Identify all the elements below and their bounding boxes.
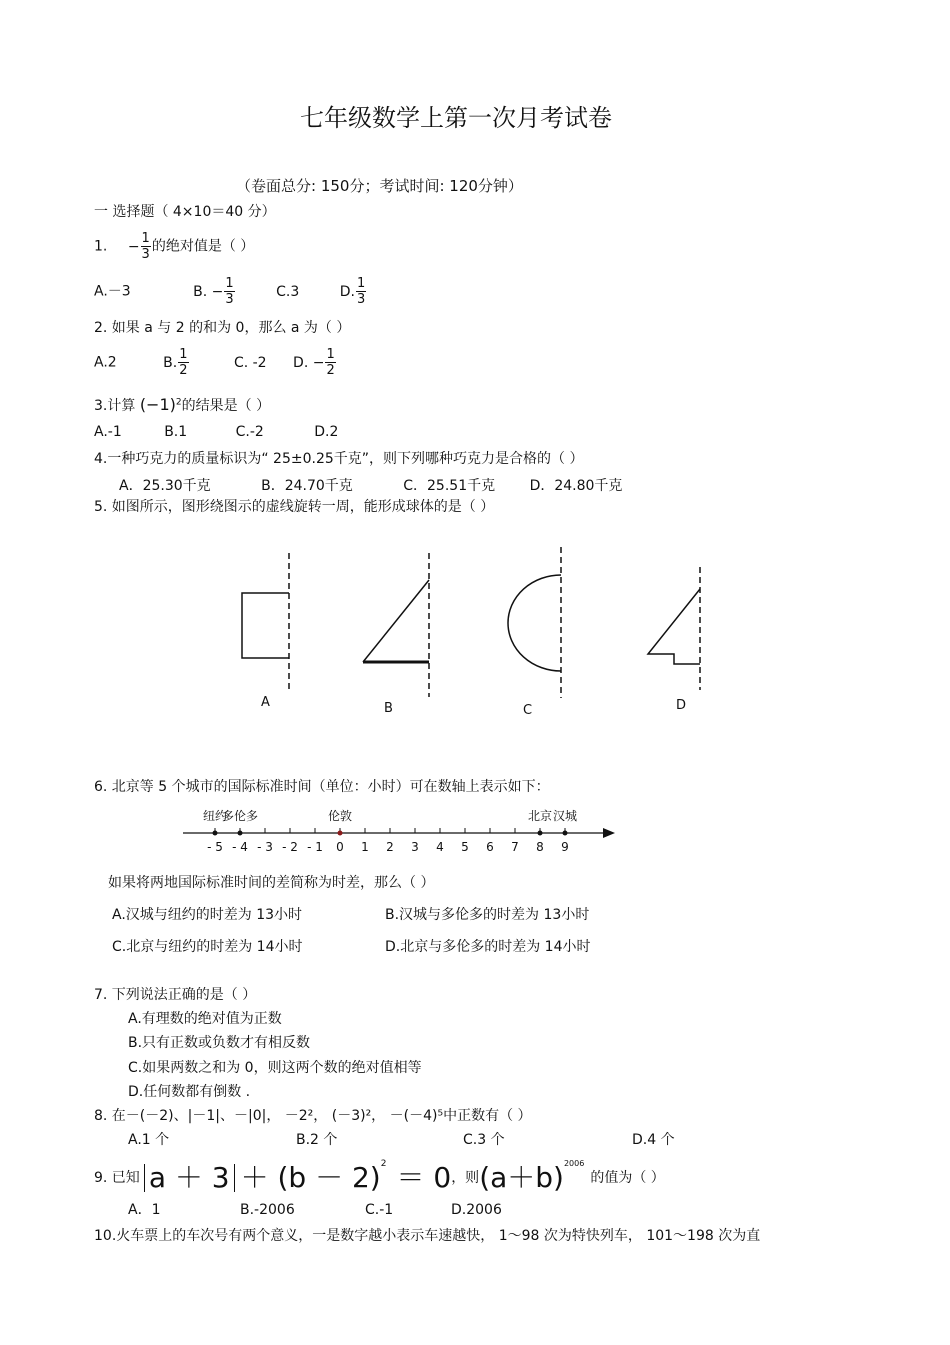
q9-prefix: 9. 已知 xyxy=(94,1170,140,1186)
q3-text: 的结果是（ ） xyxy=(181,398,271,414)
q1-d-denominator: 3 xyxy=(356,291,366,307)
q1-option-c: C.3 xyxy=(276,283,300,300)
figure-a-rectangle xyxy=(242,593,289,658)
q3-prefix: 3.计算 xyxy=(94,398,140,414)
city-label: 北京 xyxy=(527,809,553,823)
q9-option-c: C.-1 xyxy=(365,1202,394,1218)
question-10: 10.火车票上的车次号有两个意义，一是数字越小表示车速越快， 1～98 次为特快列车， 101～198 次为直 xyxy=(94,1228,761,1244)
figure-b-label: B xyxy=(384,701,393,716)
number-line-tick-label: 3 xyxy=(411,840,419,854)
question-9 xyxy=(94,1160,665,1196)
q3-option-b: B.1 xyxy=(164,424,188,440)
q9-then: ，则 xyxy=(451,1170,480,1186)
number-line-arrow xyxy=(603,828,615,838)
number-line-tick-label: 6 xyxy=(486,840,494,854)
q2-option-d-label: D. − xyxy=(293,354,325,371)
q9-square-exponent: 2 xyxy=(380,1159,387,1169)
q9-text: 的值为（ ） xyxy=(590,1170,665,1186)
q1-option-b-label: B. − xyxy=(193,283,224,300)
number-line-tick-label: 1 xyxy=(361,840,369,854)
q1-b-numerator: 1 xyxy=(225,276,234,291)
q7-option-d: D.任何数都有倒数 . xyxy=(128,1084,251,1100)
q2-option-a: A.2 xyxy=(94,354,117,371)
q7-option-c: C.如果两数之和为 0，则这两个数的绝对值相等 xyxy=(128,1060,422,1076)
q8-option-a: A.1 个 xyxy=(128,1132,170,1148)
q4-option-c: C．25.51千克 xyxy=(403,478,496,494)
city-point xyxy=(238,831,243,836)
figure-d xyxy=(648,567,700,690)
q3-option-c: C.-2 xyxy=(235,424,264,440)
city-point xyxy=(538,831,543,836)
page-title: 七年级数学上第一次月考试卷 xyxy=(300,104,612,132)
question-8: 8. 在－(－2)、|－1|、－|0|， －2²， (－3)²， －(－4)⁵中正数有（ ） xyxy=(94,1108,532,1124)
q2-option-b-label: B. xyxy=(163,354,178,371)
q4-option-d: D．24.80千克 xyxy=(529,478,623,494)
number-line-tick-label: 5 xyxy=(461,840,469,854)
q2-b-denominator: 2 xyxy=(179,362,188,378)
figure-c-label: C xyxy=(523,703,533,718)
q9-absolute-value: a ＋ 3 xyxy=(144,1164,235,1192)
city-point xyxy=(213,831,218,836)
q1-number: 1. xyxy=(94,238,108,255)
city-label: 伦敦 xyxy=(327,809,353,823)
q7-option-a: A.有理数的绝对值为正数 xyxy=(128,1011,282,1027)
question-6: 6. 北京等 5 个城市的国际标准时间（单位：小时）可在数轴上表示如下： xyxy=(94,779,550,795)
figure-d-shape xyxy=(648,589,700,664)
q2-d-numerator: 1 xyxy=(326,347,335,362)
number-line-tick-label: 0 xyxy=(336,840,344,854)
q1-text: 的绝对值是（ ） xyxy=(151,238,255,255)
q9-option-b: B.-2006 xyxy=(240,1202,295,1218)
figure-a-label: A xyxy=(261,695,270,710)
number-line-tick-label: - 2 xyxy=(282,840,298,854)
q1-denominator: 3 xyxy=(141,246,150,262)
q2-d-denominator: 2 xyxy=(326,362,335,378)
q2-option-c: C. -2 xyxy=(233,354,267,371)
q9-equals-zero: ＝ 0 xyxy=(396,1161,452,1194)
q6-option-c: C.北京与纽约的时差为 14小时 xyxy=(112,939,303,955)
city-point xyxy=(338,831,343,836)
number-line-tick-label: 9 xyxy=(561,840,569,854)
q9-square-term: ＋ (b － 2) xyxy=(240,1161,381,1194)
q4-option-b: B．24.70千克 xyxy=(261,478,353,494)
number-line-tick-label: - 3 xyxy=(257,840,273,854)
q9-option-d: D.2006 xyxy=(451,1202,502,1218)
question-4: 4.一种巧克力的质量标识为“ 25±0.25千克”，则下列哪种巧克力是合格的（ ） xyxy=(94,451,584,467)
question-5: 5. 如图所示，图形绕图示的虚线旋转一周，能形成球体的是（ ） xyxy=(94,499,495,515)
q8-option-b: B.2 个 xyxy=(296,1132,338,1148)
number-line-tick-label: 8 xyxy=(536,840,544,854)
number-line-tick-label: - 4 xyxy=(232,840,248,854)
q9-option-a: A．1 xyxy=(128,1202,161,1218)
figure-b xyxy=(363,553,429,697)
question-7: 7. 下列说法正确的是（ ） xyxy=(94,987,257,1003)
q4-option-a: A．25.30千克 xyxy=(119,478,211,494)
number-line-tick-label: - 1 xyxy=(307,840,323,854)
q6-option-d: D.北京与多伦多的时差为 14小时 xyxy=(385,939,591,955)
q1-option-d-label: D. xyxy=(339,283,355,300)
q9-sum-expression: (a＋b) xyxy=(479,1161,564,1194)
q1-option-a: A.－3 xyxy=(94,283,131,300)
figure-c xyxy=(508,547,561,698)
q6-stem: 如果将两地国际标准时间的差简称为时差，那么（ ） xyxy=(108,875,435,891)
number-line-tick-label: - 5 xyxy=(207,840,223,854)
figure-a xyxy=(242,553,289,690)
section-heading: 一 选择题（ 4×10＝40 分） xyxy=(94,204,276,220)
q3-exponent: 2 xyxy=(175,397,182,408)
q7-option-b: B.只有正数或负数才有相反数 xyxy=(128,1035,311,1051)
q3-option-a: A.-1 xyxy=(94,424,122,440)
q2-b-numerator: 1 xyxy=(179,347,188,362)
q8-option-d: D.4 个 xyxy=(632,1132,675,1148)
number-line-tick-label: 7 xyxy=(511,840,519,854)
q9-exponent: 2006 xyxy=(563,1159,585,1168)
q1-numerator: 1 xyxy=(141,231,150,246)
city-point xyxy=(563,831,568,836)
number-line-tick-label: 2 xyxy=(386,840,394,854)
exam-info: （卷面总分: 150分；考试时间: 120分钟） xyxy=(236,177,523,195)
q1-minus: − xyxy=(127,238,140,255)
number-line-tick-label: 4 xyxy=(436,840,444,854)
figure-b-hypotenuse xyxy=(363,580,429,662)
q8-option-c: C.3 个 xyxy=(463,1132,505,1148)
figure-d-label: D xyxy=(676,698,687,713)
q6-number-line xyxy=(183,808,615,854)
question-2: 2. 如果 a 与 2 的和为 0，那么 a 为（ ） xyxy=(94,320,351,336)
figure-c-semicircle xyxy=(508,575,561,671)
q3-option-d: D.2 xyxy=(314,424,339,440)
q3-expression: (−1) xyxy=(139,395,176,414)
q6-option-a: A.汉城与纽约的时差为 13小时 xyxy=(112,907,303,923)
city-label: 多伦多 xyxy=(221,809,259,823)
q1-d-numerator: 1 xyxy=(356,276,366,291)
city-label: 纽约 xyxy=(202,809,228,823)
q1-b-denominator: 3 xyxy=(225,291,234,307)
q6-option-b: B.汉城与多伦多的时差为 13小时 xyxy=(385,907,590,923)
city-label: 汉城 xyxy=(552,809,578,823)
